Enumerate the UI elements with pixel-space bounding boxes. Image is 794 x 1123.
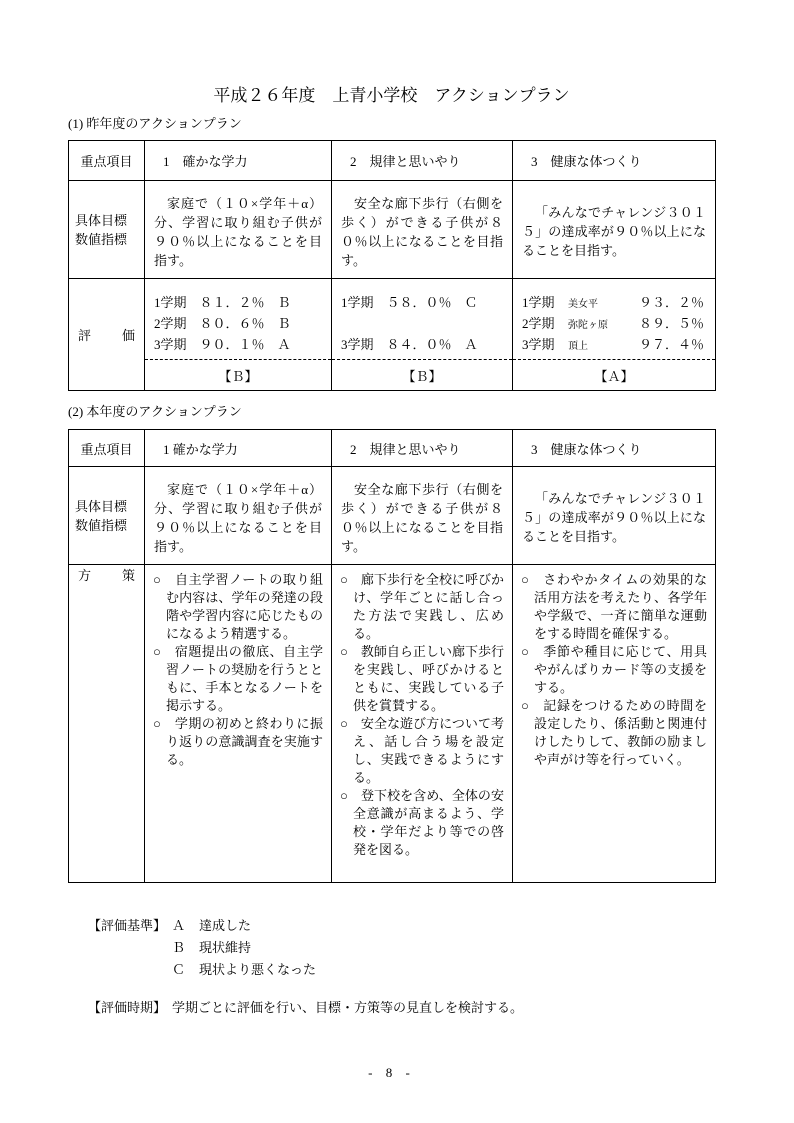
- page-number: - 8 -: [368, 1065, 415, 1080]
- criteria-grade: Ａ: [172, 918, 186, 933]
- table-row: [69, 181, 716, 279]
- eval-term-result: 1学期 ５８．０％ Ｃ: [341, 294, 478, 310]
- criteria-item: [172, 915, 316, 937]
- criteria-text: 達成した: [199, 918, 252, 933]
- eval-term-result: 3学期 ８４．０％ Ａ: [341, 336, 478, 352]
- measures-cell-3: [513, 565, 716, 883]
- column-header-2: 2 規律と思いやり: [332, 430, 513, 467]
- eval-term: 2学期: [522, 315, 555, 331]
- eval-term-result: [522, 292, 706, 313]
- column-header-1: 1 確かな学力: [145, 430, 332, 467]
- eval-label-right: 価: [121, 328, 135, 343]
- this-year-plan-table: [68, 429, 716, 883]
- section1-heading: (1) 昨年度のアクションプラン: [68, 116, 242, 131]
- row-label-goal: [69, 467, 145, 565]
- eval-term-result: 3学期 ９０．１％ Ａ: [154, 336, 291, 352]
- overall-grade: 【Ｂ】: [332, 359, 512, 385]
- goal-cell-3: 「みんなでチャレンジ３０１５」の達成率が９０％以上になることを目指す。: [513, 467, 716, 565]
- table-row: [69, 430, 716, 467]
- goal-cell-1: 家庭で（１０×学年＋α）分、学習に取り組む子供が９０％以上になることを目指す。: [145, 181, 332, 279]
- criteria-text: 現状維持: [199, 940, 252, 955]
- evaluation-cell-2: [332, 279, 513, 391]
- column-header-2: 2 規律と思いやり: [332, 141, 513, 181]
- table-row: [69, 565, 716, 883]
- eval-place: 美女平: [568, 298, 598, 310]
- timing-label: 【評価時期】: [88, 1000, 167, 1015]
- eval-term-result: [522, 334, 706, 355]
- last-year-plan-table: [68, 140, 716, 391]
- column-header-1: 1 確かな学力: [145, 141, 332, 181]
- row-label-evaluation: [69, 279, 145, 391]
- page-content: [68, 0, 715, 1081]
- eval-term-result: [341, 313, 503, 334]
- criteria-item: [172, 959, 316, 981]
- eval-value: ８９．５％: [638, 315, 704, 331]
- evaluation-cell-1: [145, 279, 332, 391]
- measures-label-left: 方: [78, 568, 92, 583]
- goal-cell-1: 家庭で（１０×学年＋α）分、学習に取り組む子供が９０％以上になることを目指す。: [145, 467, 332, 565]
- criteria-text: 現状より悪くなった: [199, 962, 317, 977]
- section2-heading: (2) 本年度のアクションプラン: [68, 404, 242, 419]
- evaluation-cell-3: [513, 279, 716, 391]
- row-label-measures: [69, 565, 145, 883]
- measure-item: ○ 学期の初めと終わりに振り返りの意識調査を実施する。: [153, 716, 323, 767]
- table-row: [69, 141, 716, 181]
- eval-term-result: 2学期 ８０．６％ Ｂ: [154, 315, 291, 331]
- goal-label-line1: 具体目標: [75, 212, 128, 228]
- overall-grade: 【Ｂ】: [145, 359, 331, 385]
- criteria-item: [172, 937, 316, 959]
- measure-item: ○ 廊下歩行を全校に呼びかけ、学年ごとに話し合った方法で実践し、広める。: [340, 572, 504, 641]
- measure-item: ○ 宿題提出の徹底、自主学習ノートの奨励を行うとともに、手本となるノートを掲示する。: [153, 644, 323, 713]
- measure-item: ○ 季節や種目に応じて、用具やがんばりカード等の支援をする。: [521, 644, 707, 695]
- eval-term: 1学期: [522, 294, 555, 310]
- measure-item: ○ 登下校を含め、全体の安全意識が高まるよう、学校・学年だより等での啓発を図る。: [340, 788, 504, 857]
- eval-term: 3学期: [522, 336, 555, 352]
- measures-cell-1: [145, 565, 332, 883]
- measures-label-right: 策: [121, 568, 135, 583]
- eval-place: 弥陀ヶ原: [568, 319, 608, 331]
- criteria-grade: Ｂ: [172, 940, 186, 955]
- measure-item: ○ 自主学習ノートの取り組む内容は、学年の発達の段階や学習内容に応じたものになるよう精選する。: [153, 572, 323, 641]
- goal-label-line1: 具体目標: [75, 498, 128, 514]
- evaluation-notes: [68, 915, 715, 1019]
- table-row: [69, 279, 716, 391]
- eval-term-result: [522, 313, 706, 334]
- eval-value: ９３．２％: [638, 294, 704, 310]
- criteria-label: 【評価基準】: [88, 918, 167, 933]
- eval-term-result: 1学期 ８１．２％ Ｂ: [154, 294, 291, 310]
- timing-text: 学期ごとに評価を行い、目標・方策等の見直しを検討する。: [172, 1000, 524, 1015]
- criteria-row: [68, 915, 715, 981]
- row-label-goal: [69, 181, 145, 279]
- measure-item: ○ 安全な遊び方について考え、話し合う場を設定し、実践できるようにする。: [340, 716, 504, 785]
- table-row: [69, 467, 716, 565]
- eval-label-left: 評: [78, 328, 92, 343]
- measures-cell-2: [332, 565, 513, 883]
- measure-item: ○ 教師自ら正しい廊下歩行を実践し、呼びかけるとともに、実践している子供を賞賛する。: [340, 644, 504, 713]
- goal-label-line2: 数値指標: [75, 517, 128, 533]
- row-label-priority-item: 重点項目: [69, 141, 145, 181]
- goal-cell-2: 安全な廊下歩行（右側を歩く）ができる子供が８０％以上になることを目指す。: [332, 467, 513, 565]
- eval-value: ９７．４％: [638, 336, 704, 352]
- criteria-grade: Ｃ: [172, 962, 186, 977]
- column-header-3: 3 健康な体つくり: [513, 430, 716, 467]
- measure-item: ○ 記録をつけるための時間を設定したり、係活動と関連付けしたりして、教師の励ましや声がけ等を行っていく。: [521, 698, 707, 767]
- criteria-list: [172, 915, 316, 981]
- goal-cell-3: 「みんなでチャレンジ３０１５」の達成率が９０％以上になることを目指す。: [513, 181, 716, 279]
- goal-label-line2: 数値指標: [75, 231, 128, 247]
- row-label-priority-item: 重点項目: [69, 430, 145, 467]
- goal-cell-2: 安全な廊下歩行（右側を歩く）ができる子供が８０％以上になることを目指す。: [332, 181, 513, 279]
- overall-grade: 【Ａ】: [513, 359, 715, 385]
- timing-row: [68, 997, 715, 1019]
- measure-item: ○ さわやかタイムの効果的な活用方法を考えたり、各学年や学級で、一斉に簡単な運動をする時間を確保する。: [521, 572, 707, 641]
- page-title: 平成２６年度 上青小学校 アクションプラン: [213, 86, 570, 105]
- eval-place: 頂上: [568, 340, 588, 352]
- column-header-3: 3 健康な体つくり: [513, 141, 716, 181]
